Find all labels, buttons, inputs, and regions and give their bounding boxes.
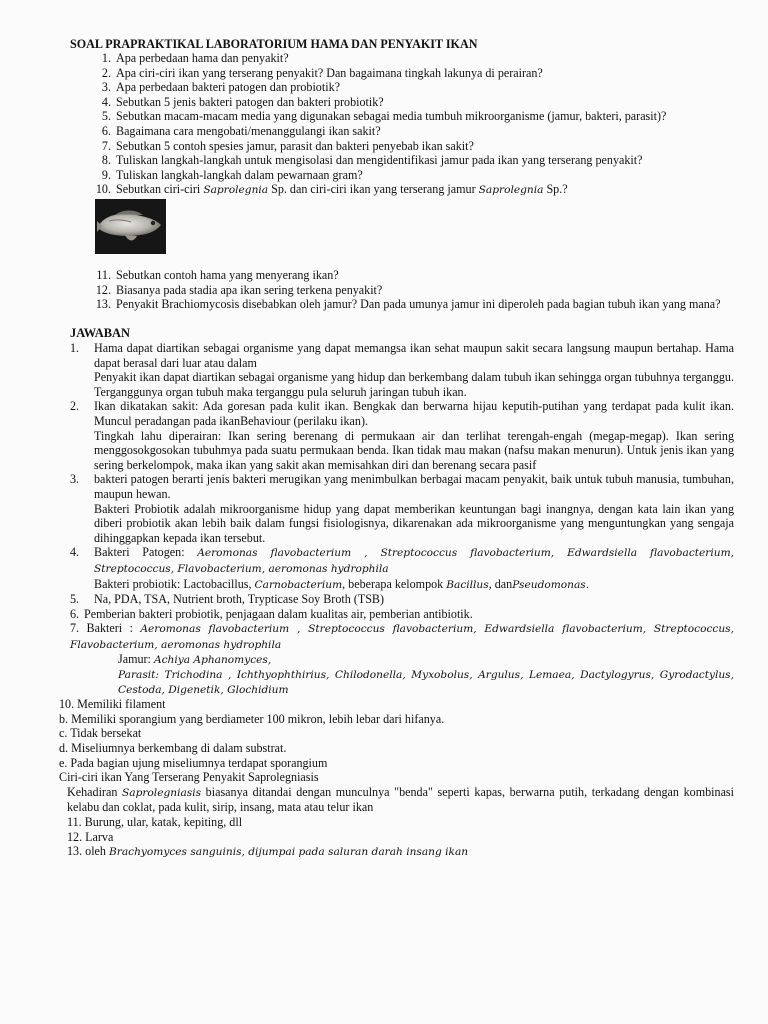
answer-number: 5.	[70, 592, 80, 607]
question-text	[116, 182, 748, 198]
answer-number: 6.	[70, 606, 80, 621]
question-item	[68, 124, 748, 139]
question-number: 8.	[101, 153, 111, 168]
answer-item	[62, 399, 734, 472]
answer-item	[62, 472, 734, 545]
answer-number: 7.	[70, 621, 80, 636]
answer-paragraph: Ikan dikatakan sakit: Ada goresan pada kulit ikan. Bengkak dan berwarna hijau keputih-putihan yang terdapat pada kulit ikan. Muncul peradangan pada ikanBehaviour (perilaku ikan).	[94, 399, 734, 428]
question-item	[68, 66, 748, 81]
question-number: 6.	[101, 123, 111, 138]
answer-paragraph: Hama dapat diartikan sebagai organisme yang dapat memangsa ikan sehat maupun sakit secara langsung maupun bertahap. Hama dapat berasal dari luar atau dalam	[94, 341, 734, 370]
answer-paragraph: Penyakit ikan dapat diartikan sebagai organisme yang hidup dan berkembang dalam tubuh ikan sehingga organ tubuhnya terganggu. Terganggunya organ tubuh maka terganggu pula seluruh jaringan tubuh ikan.	[94, 370, 734, 399]
section-subheading: Ciri-ciri ikan Yang Terserang Penyakit Saprolegniasis	[59, 770, 319, 785]
species-name: Saprolegnia	[203, 184, 269, 197]
question-text: Sebutkan 5 contoh spesies jamur, parasit dan bakteri penyebab ikan sakit?	[116, 138, 474, 153]
question-item	[68, 297, 748, 312]
species-name: Brachyomyces sanguinis, dijumpai pada saluran darah insang ikan	[109, 846, 469, 859]
answer-line: c. Tidak bersekat	[59, 726, 142, 741]
species-name: Bacillus	[446, 578, 489, 591]
question-item-10	[68, 182, 748, 198]
answer-item	[62, 607, 734, 622]
answer-line: d. Miseliumnya berkembang di dalam substrat.	[59, 741, 287, 756]
species-list: Aeromonas flavobacterium , Streptococcus flavobacterium, Edwardsiella flavobacterium, Streptococcus, Flavobacterium, aeromonas hydrophila	[70, 623, 734, 651]
answer-paragraph	[67, 785, 734, 815]
answer-number: 1.	[70, 341, 80, 355]
answer-label: Jamur:	[118, 652, 154, 667]
question-number: 5.	[101, 109, 111, 124]
question-number: 10.	[95, 182, 111, 197]
question-text: Bagaimana cara mengobati/menanggulangi ikan sakit?	[116, 123, 381, 138]
species-list: Achiya Aphanomyces,	[153, 654, 272, 667]
question-item	[68, 283, 748, 298]
answer-item	[62, 592, 734, 607]
answer-line: b. Memiliki sporangium yang berdiameter 100 mikron, lebih lebar dari hifanya.	[59, 711, 445, 726]
answer-item	[62, 545, 734, 592]
question-text: Sebutkan contoh hama yang menyerang ikan?	[116, 268, 339, 282]
answer-number: 4.	[70, 545, 80, 560]
question-number: 1.	[101, 51, 111, 65]
answer-paragraph: Pemberian bakteri probiotik, penjagaan dalam kualitas air, pemberian antibiotik.	[84, 606, 473, 621]
answer-number: 3.	[70, 472, 80, 487]
answer-line: 11. Burung, ular, katak, kepiting, dll	[67, 815, 243, 829]
fish-photo	[95, 199, 166, 254]
question-number: 9.	[101, 167, 111, 182]
q10-text-a: Sebutkan ciri-ciri	[116, 182, 204, 197]
answer-line	[67, 844, 734, 860]
answer-paragraph: bakteri patogen berarti jenis bakteri merugikan yang menimbulkan berbagai macam penyakit, baik untuk tubuh manusia, tumbuhan, maupun hewan.	[94, 472, 734, 501]
question-item	[68, 51, 748, 66]
question-item	[68, 268, 748, 283]
question-text: Apa perbedaan hama dan penyakit?	[116, 51, 289, 65]
question-item	[68, 109, 748, 124]
answer-paragraph: Na, PDA, TSA, Nutrient broth, Trypticase Soy Broth (TSB)	[94, 592, 385, 607]
question-item	[68, 80, 748, 95]
answer-paragraph: Tingkah lahu diperairan: Ikan sering berenang di permukaan air dan terlihat terengah-engah (megap-megap). Ikan sering menggosokgosokan tubuhmya pada suatu permukaan benda. Ikan tidak mau makan (nafsu makan menurun). Untuk jenis ikan yang sering berkelompok, maka ikan yang sakit akan memisahkan diri dan berenang secara pasif	[94, 428, 734, 472]
answer-label: Bakteri probiotik: Lactobacillus,	[94, 576, 255, 591]
q10-text-b: Sp. dan ciri-ciri ikan yang terserang jamur	[268, 182, 479, 197]
answer-item	[62, 341, 734, 399]
question-text: Apa perbedaan bakteri patogen dan probiotik?	[116, 80, 340, 95]
species-name: Saprolegnia	[478, 184, 544, 197]
question-number: 7.	[101, 138, 111, 153]
question-text: Tuliskan langkah-langkah untuk mengisolasi dan mengidentifikasi jamur pada ikan yang terserang penyakit?	[116, 153, 643, 168]
answer-paragraph: Bakteri Probiotik adalah mikroorganisme hidup yang dapat memberikan keuntungan bagi inangnya, dengan kata lain ikan yang diberi probiotik akan lebih baik dalam fungsi fisiologisnya, dikarenakan ada mikroorganisme yang menguntungkan yang sengaja dihinggapkan kepada ikan tersebut.	[94, 501, 734, 545]
answer-line: 10. Memiliki filament	[59, 697, 166, 712]
question-item	[68, 139, 748, 154]
question-item	[68, 168, 748, 183]
question-text: Tuliskan langkah-langkah dalam pewarnaan gram?	[116, 167, 363, 182]
species-name: Saprolegniasis	[122, 786, 202, 799]
question-item	[68, 95, 748, 110]
question-item	[68, 153, 748, 168]
document-title: SOAL PRAPRAKTIKAL LABORATORIUM HAMA DAN PENYAKIT IKAN	[70, 37, 478, 51]
answers-section	[59, 341, 735, 860]
answer-line: e. Pada bagian ujung miseliumnya terdapat sporangium	[59, 755, 328, 770]
question-number: 3.	[101, 80, 111, 95]
answer-text: biasanya ditandai dengan munculnya "benda" seperti kapas, berwarna putih, terkadang dengan kombinasi kelabu dan coklat, pada kulit, sirip, insang, mata atau telur ikan	[67, 784, 735, 815]
question-number: 2.	[101, 65, 111, 80]
answer-item-7	[62, 621, 734, 697]
answer-line: 12. Larva	[67, 829, 114, 844]
question-text: Apa ciri-ciri ikan yang terserang penyakit? Dan bagaimana tingkah lakunya di perairan?	[116, 65, 543, 80]
species-name: Carnobacterium	[254, 578, 343, 591]
q10-text-c: Sp.?	[543, 182, 568, 197]
answer-text: , beberapa kelompok	[342, 576, 447, 591]
answer-label: Bakteri Patogen:	[94, 545, 198, 560]
answer-text: Kehadiran	[67, 784, 123, 799]
question-text: Sebutkan macam-macam media yang digunakan sebagai media tumbuh mikroorganisme (jamur, bakteri, parasit)?	[116, 109, 667, 124]
question-list	[68, 51, 748, 198]
species-name: Pseudomonas.	[512, 578, 590, 591]
fish-illustration-icon	[95, 199, 166, 254]
question-list-continued	[68, 268, 748, 312]
answer-text: , dan	[488, 576, 513, 591]
answer-number: 2.	[70, 399, 80, 414]
answers-heading: JAWABAN	[70, 326, 130, 340]
answer-item-10	[59, 697, 734, 860]
question-number: 13.	[95, 297, 111, 312]
question-text: Sebutkan 5 jenis bakteri patogen dan bakteri probiotik?	[116, 94, 384, 109]
question-number: 4.	[101, 94, 111, 109]
question-number: 12.	[95, 282, 111, 297]
answer-label: Bakteri :	[86, 621, 141, 636]
answer-text: 13. oleh	[67, 844, 109, 859]
question-text: Biasanya pada stadia apa ikan sering terkena penyakit?	[116, 282, 383, 297]
species-list: Aeromonas flavobacterium , Streptococcus flavobacterium, Edwardsiella flavobacterium, Streptococcus, Flavobacterium, aeromonas hydrophila	[94, 547, 734, 575]
question-number: 11.	[96, 268, 111, 282]
question-text: Penyakit Brachiomycosis disebabkan oleh jamur? Dan pada umunya jamur ini diperoleh pada bagian tubuh ikan yang mana?	[116, 297, 721, 312]
species-list: Parasit: Trichodina , Ichthyophthirius, Chilodonella, Myxobolus, Argulus, Lemaea, Dactylogyrus, Gyrodactylus, Cestoda, Digenetik, Glochidium	[118, 669, 734, 696]
